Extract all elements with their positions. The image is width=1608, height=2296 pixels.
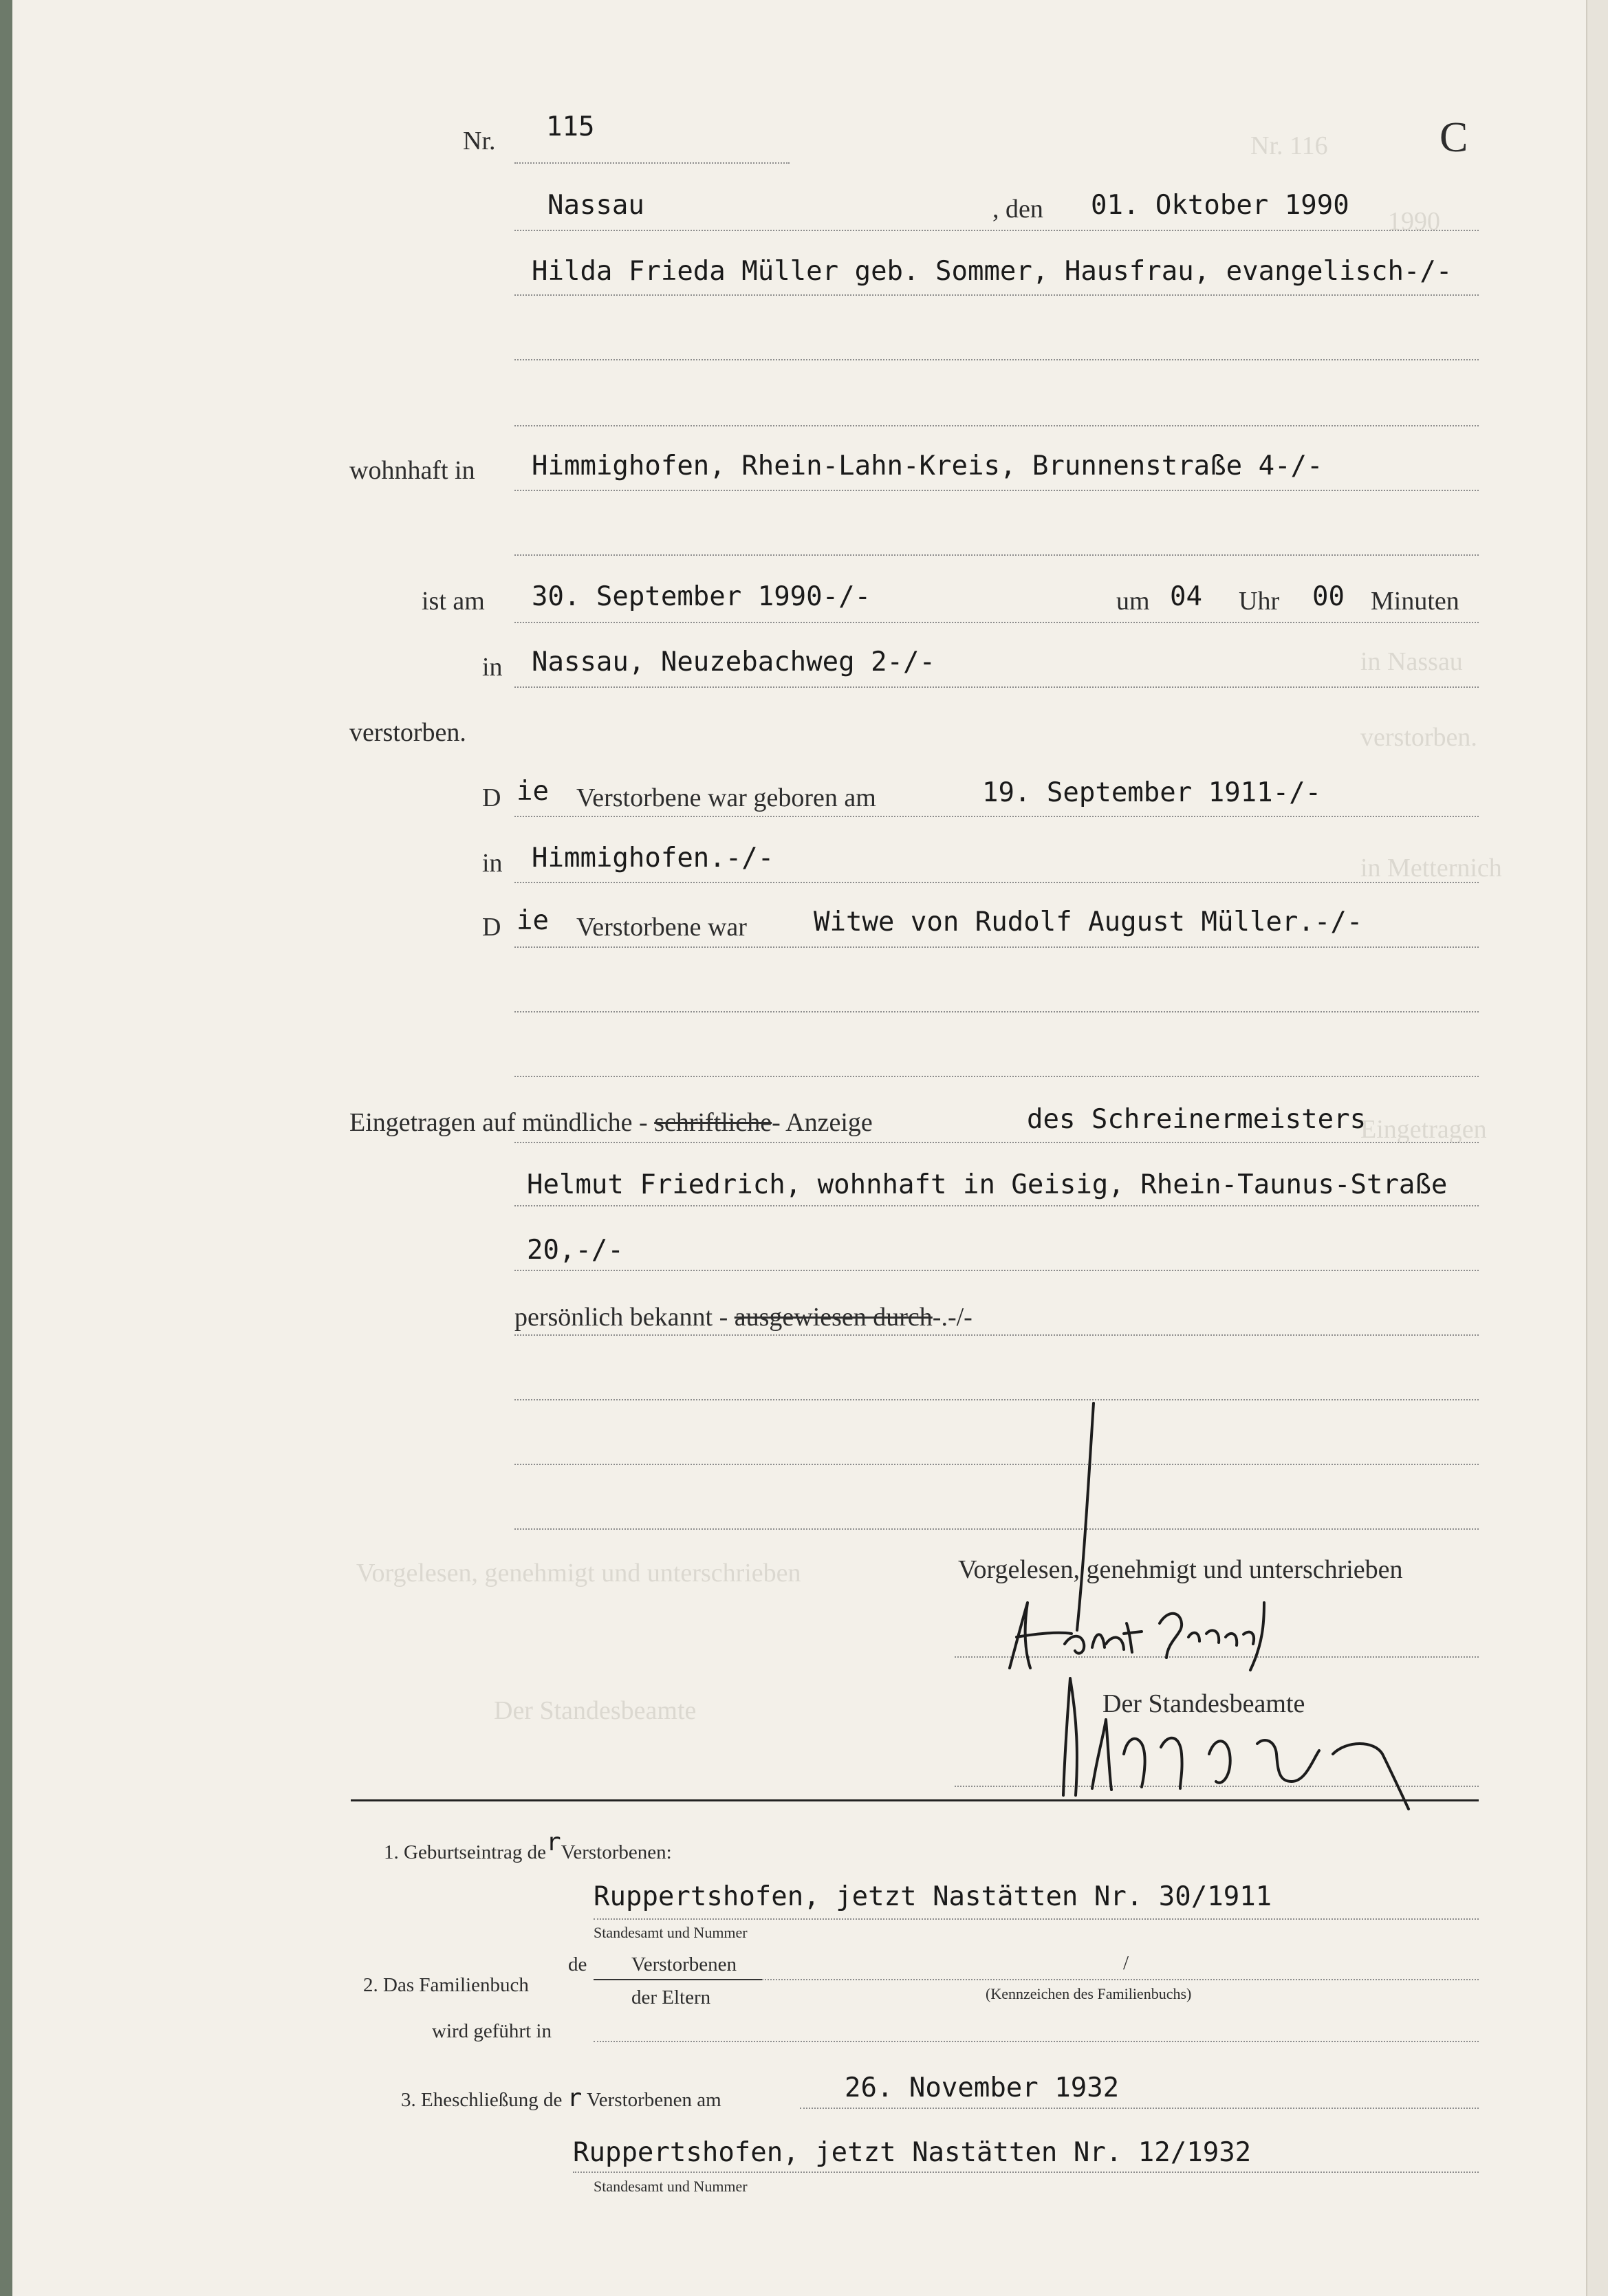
death-place-rule	[514, 686, 1479, 688]
birth-date-rule	[514, 816, 1479, 817]
marriage-label-a: 3. Eheschließung de	[401, 2089, 563, 2111]
death-place-in-label: in	[482, 653, 503, 682]
informant-line-2: Helmut Friedrich, wohnhaft in Geisig, Rhein-Taunus-Straße	[527, 1169, 1448, 1200]
family-caption: (Kennzeichen des Familienbuchs)	[986, 1985, 1192, 2002]
informant-rule	[514, 1270, 1479, 1271]
marriage-register: Ruppertshofen, jetzt Nastätten Nr. 12/1932	[573, 2137, 1252, 2168]
birth-in-label: in	[482, 849, 503, 878]
record-number: 115	[546, 111, 595, 142]
place-date-rule	[514, 230, 1479, 231]
family-de-label: de	[568, 1953, 587, 1975]
bleed-through-text: Der Standesbeamte	[494, 1696, 697, 1725]
wird-gefuehrt-label: wird geführt in	[432, 2020, 552, 2042]
minuten-label: Minuten	[1371, 587, 1459, 616]
blank-rule	[514, 1011, 1479, 1012]
standesamt-caption: Standesamt und Nummer	[594, 1924, 748, 1941]
wird-gefuehrt-rule	[594, 2041, 1479, 2042]
record-date: 01. Oktober 1990	[1091, 190, 1349, 221]
family-eltern: der Eltern	[631, 1986, 711, 2008]
known-prefix: persönlich bekannt -	[514, 1303, 728, 1332]
marriage-register-rule	[573, 2172, 1479, 2173]
registration-prefix	[349, 1107, 873, 1138]
registrar-signature	[1063, 1678, 1409, 1809]
marriage-sup: r	[567, 2084, 583, 2112]
informant-signature	[1160, 1603, 1264, 1670]
death-place: Nassau, Neuzebachweg 2-/-	[532, 647, 935, 678]
marriage-date: 26. November 1932	[845, 2072, 1120, 2103]
standesamt-caption-2: Standesamt und Nummer	[594, 2178, 748, 2195]
death-date: 30. September 1990-/-	[532, 581, 871, 612]
document-page	[12, 0, 1586, 2296]
registration-suffix-text: - Anzeige	[772, 1108, 873, 1137]
birth-label: Verstorbene war geboren am	[576, 783, 876, 812]
registrar-title: Der Standesbeamte	[1102, 1689, 1305, 1718]
den-label: , den	[992, 195, 1043, 224]
status-label: Verstorbene war	[576, 913, 747, 942]
bleed-through-text: Nr. 116	[1250, 131, 1328, 160]
death-hour: 04	[1170, 581, 1202, 612]
signature-stroke	[1077, 1403, 1094, 1630]
bleed-through-text: Eingetragen	[1360, 1115, 1487, 1144]
birth-d-suffix: ie	[517, 776, 549, 807]
informant-line-1: des Schreinermeisters	[1027, 1104, 1367, 1135]
marriage-label-b: Verstorbenen am	[587, 2089, 721, 2111]
footer-separator	[351, 1799, 1479, 1801]
nr-label: Nr.	[463, 127, 496, 155]
bleed-through-text: 1990	[1388, 207, 1440, 236]
informant-line-3: 20,-/-	[527, 1235, 624, 1266]
informant-signature	[1010, 1603, 1142, 1668]
birth-d-label: D	[482, 783, 501, 812]
died-label: ist am	[422, 587, 485, 616]
family-book-label: 2. Das Familienbuch	[363, 1974, 529, 1996]
marriage-date-rule	[800, 2108, 1479, 2109]
bleed-through-text: in Metternich	[1360, 854, 1502, 882]
status-rule	[514, 946, 1479, 948]
verstorben-label: verstorben.	[349, 718, 466, 747]
registration-rule	[514, 1142, 1479, 1143]
birth-place-rule	[514, 882, 1479, 883]
residence-label: wohnhaft in	[349, 456, 475, 485]
bleed-through-text: in Nassau	[1360, 647, 1463, 676]
birth-entry-value: Ruppertshofen, jetzt Nastätten Nr. 30/1911	[594, 1881, 1272, 1912]
residence-value: Himmighofen, Rhein-Lahn-Kreis, Brunnenstraße 4-/-	[532, 451, 1323, 481]
informant-rule	[514, 1205, 1479, 1206]
birth-date: 19. September 1911-/-	[982, 777, 1322, 808]
nr-rule	[514, 162, 790, 164]
um-label: um	[1116, 587, 1150, 616]
birth-place: Himmighofen.-/-	[532, 843, 774, 874]
status-d-suffix: ie	[517, 905, 549, 936]
family-verstorbenen: Verstorbenen	[631, 1953, 737, 1975]
signatures-ink	[961, 1396, 1525, 1864]
uhr-label: Uhr	[1239, 587, 1280, 616]
status-d-label: D	[482, 913, 501, 942]
known-suffix: -.-/-	[932, 1303, 973, 1332]
blank-rule	[514, 359, 1479, 360]
blank-rule	[514, 425, 1479, 426]
form-letter: C	[1439, 114, 1468, 161]
birth-entry-label	[384, 1828, 672, 1865]
residence-rule	[514, 490, 1479, 491]
birth-entry-sup: r	[545, 1828, 561, 1856]
death-date-rule	[514, 622, 1479, 623]
name-rule	[514, 294, 1479, 296]
birth-entry-label-b: Verstorbenen:	[561, 1841, 672, 1863]
registration-prefix-text: Eingetragen auf mündliche -	[349, 1108, 648, 1137]
identification-rule	[514, 1334, 1479, 1336]
bleed-through-text: Vorgelesen, genehmigt und unterschrieben	[356, 1559, 801, 1588]
place-value: Nassau	[547, 190, 644, 221]
read-approved-label: Vorgelesen, genehmigt und unterschrieben	[958, 1555, 1403, 1584]
family-slash: /	[1123, 1952, 1129, 1974]
family-book-divider	[594, 1979, 762, 1980]
family-book-rule	[762, 1979, 1479, 1980]
struck-schriftliche: schriftliche	[654, 1108, 772, 1137]
marital-status: Witwe von Rudolf August Müller.-/-	[814, 907, 1363, 938]
struck-ausgewiesen: ausgewiesen durch	[734, 1303, 933, 1332]
book-page-edge	[1586, 0, 1608, 2296]
identification-line	[514, 1302, 973, 1332]
birth-entry-rule	[594, 1918, 1479, 1920]
blank-rule	[514, 554, 1479, 556]
marriage-label	[401, 2084, 721, 2112]
bleed-through-text: verstorben.	[1360, 723, 1477, 752]
birth-entry-label-a: 1. Geburtseintrag de	[384, 1841, 546, 1863]
blank-rule	[514, 1076, 1479, 1077]
deceased-name: Hilda Frieda Müller geb. Sommer, Hausfrau, evangelisch-/-	[532, 256, 1453, 287]
death-minutes: 00	[1312, 581, 1345, 612]
